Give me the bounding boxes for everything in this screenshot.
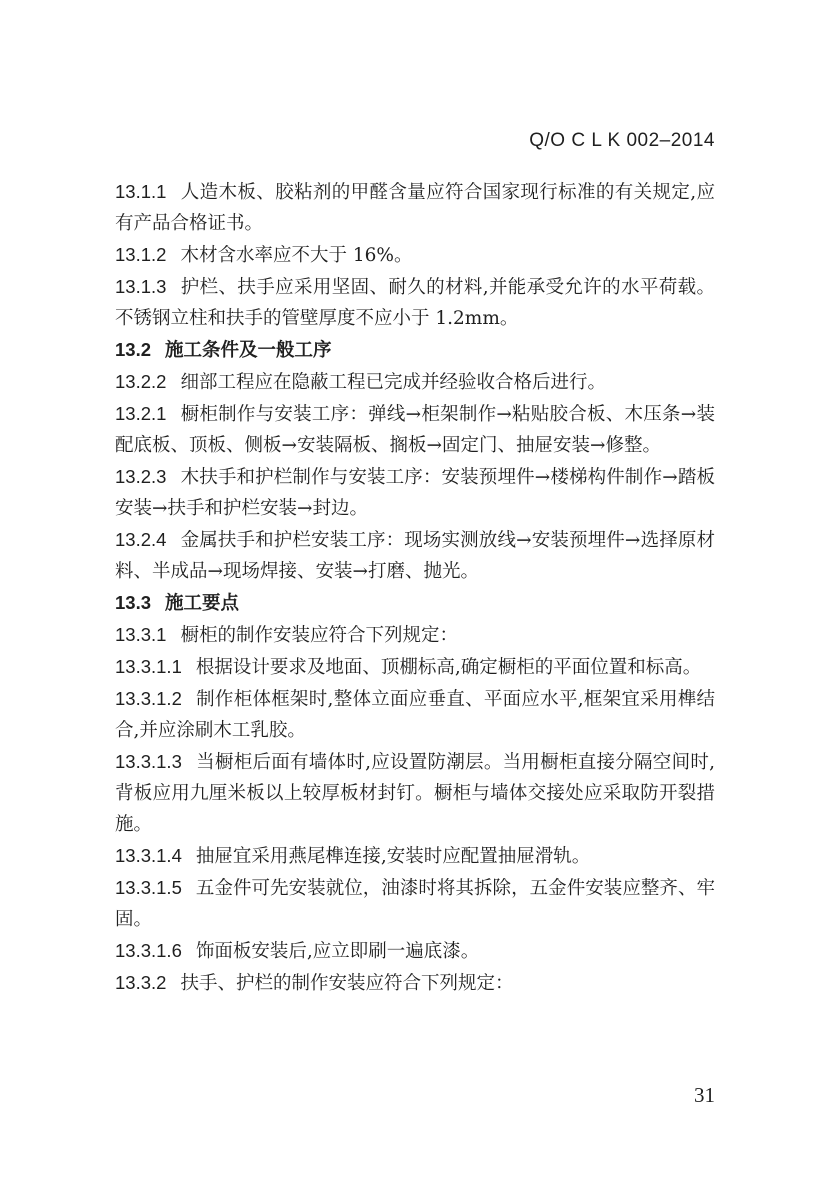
- clause-13-2-4: [115, 524, 715, 587]
- clause-13-2-1: [115, 398, 715, 461]
- clause-13-3-2: [115, 967, 715, 999]
- clause-13-1-3: [115, 271, 715, 334]
- clause-text: 木材含水率应不大于 16%。: [180, 245, 413, 266]
- section-number: 13.3: [115, 592, 152, 613]
- clause-number: 13.2.1: [115, 403, 167, 424]
- clause-text: 人造木板、胶粘剂的甲醛含量应符合国家现行标准的有关规定,应有产品合格证书。: [115, 182, 715, 234]
- clause-number: 13.1.3: [115, 276, 167, 297]
- page-number: 31: [694, 1083, 715, 1107]
- clause-text: 细部工程应在隐蔽工程已完成并经验收合格后进行。: [180, 372, 606, 393]
- clause-number: 13.3.1.1: [115, 656, 182, 677]
- section-title: 施工要点: [165, 593, 240, 614]
- clause-text: 制作柜体框架时,整体立面应垂直、平面应水平,框架宜采用榫结合,并应涂刷木工乳胶。: [115, 689, 715, 741]
- clause-number: 13.1.1: [115, 181, 167, 202]
- clause-13-1-2: [115, 239, 715, 271]
- clause-number: 13.3.1.4: [115, 845, 182, 866]
- clause-text: 饰面板安装后,应立即刷一遍底漆。: [195, 941, 480, 962]
- clause-13-3-1-1: [115, 651, 715, 683]
- clause-13-3-1-4: [115, 840, 715, 872]
- section-heading-13-3: [115, 587, 715, 619]
- clause-text: 护栏、扶手应采用坚固、耐久的材料,并能承受允许的水平荷载。不锈钢立柱和扶手的管壁厚度不应小于 1.2mm。: [115, 277, 715, 329]
- clause-number: 13.3.2: [115, 972, 167, 993]
- clause-13-1-1: [115, 176, 715, 239]
- clause-text: 金属扶手和护栏安装工序：现场实测放线→安装预埋件→选择原材料、半成品→现场焊接、安装→打磨、抛光。: [115, 530, 715, 582]
- clause-number: 13.3.1: [115, 624, 167, 645]
- clause-number: 13.2.3: [115, 466, 167, 487]
- clause-text: 五金件可先安装就位，油漆时将其拆除，五金件安装应整齐、牢固。: [115, 878, 715, 930]
- clause-text: 橱柜制作与安装工序：弹线→柜架制作→粘贴胶合板、木压条→装配底板、顶板、侧板→安装隔板、搁板→固定门、抽屉安装→修整。: [115, 404, 715, 456]
- clause-13-2-3: [115, 461, 715, 524]
- clause-number: 13.2.2: [115, 371, 167, 392]
- document-body: [115, 176, 715, 999]
- clause-text: 橱柜的制作安装应符合下列规定：: [180, 625, 458, 646]
- clause-13-3-1-2: [115, 683, 715, 746]
- clause-13-3-1: [115, 619, 715, 651]
- clause-number: 13.3.1.3: [115, 751, 182, 772]
- clause-number: 13.3.1.5: [115, 877, 182, 898]
- clause-text: 抽屉宜采用燕尾榫连接,安装时应配置抽屉滑轨。: [195, 846, 591, 867]
- clause-text: 扶手、护栏的制作安装应符合下列规定：: [180, 973, 514, 994]
- document-code: Q/O C L K 002–2014: [529, 130, 715, 151]
- clause-text: 当橱柜后面有墙体时,应设置防潮层。当用橱柜直接分隔空间时,背板应用九厘米板以上较厚板材封钉。橱柜与墙体交接处应采取防开裂措施。: [115, 752, 715, 835]
- clause-number: 13.3.1.6: [115, 940, 182, 961]
- clause-text: 根据设计要求及地面、顶棚标高,确定橱柜的平面位置和标高。: [195, 657, 702, 678]
- clause-13-3-1-5: [115, 872, 715, 935]
- section-number: 13.2: [115, 339, 152, 360]
- clause-13-3-1-3: [115, 746, 715, 840]
- clause-13-2-2: [115, 366, 715, 398]
- clause-number: 13.1.2: [115, 244, 167, 265]
- section-title: 施工条件及一般工序: [165, 340, 332, 361]
- section-heading-13-2: [115, 334, 715, 366]
- clause-number: 13.2.4: [115, 529, 167, 550]
- clause-13-3-1-6: [115, 935, 715, 967]
- clause-text: 木扶手和护栏制作与安装工序：安装预埋件→楼梯构件制作→踏板安装→扶手和护栏安装→封边。: [115, 467, 715, 519]
- clause-number: 13.3.1.2: [115, 688, 182, 709]
